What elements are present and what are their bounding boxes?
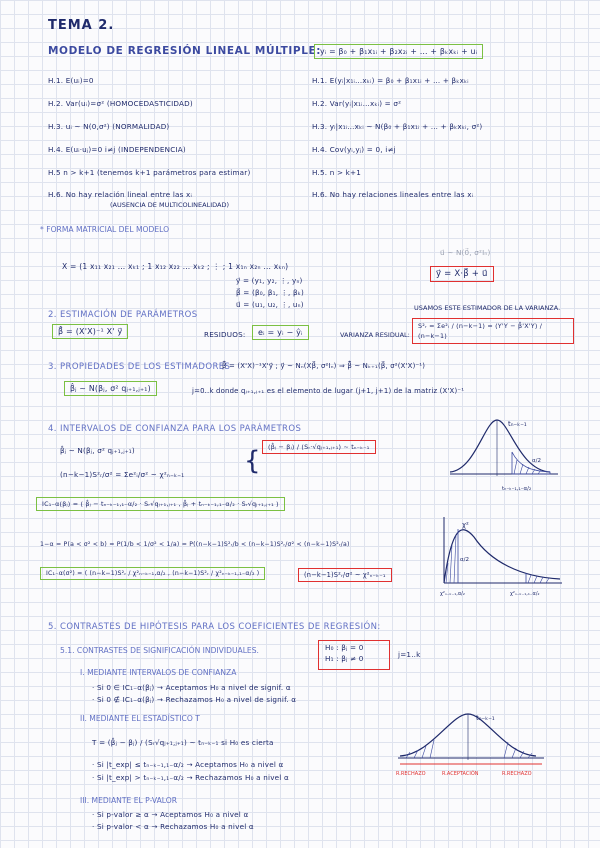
u-distribution: u⃗ ~ N(0⃗, σ²Iₙ) bbox=[440, 248, 491, 257]
t-statistic-test: T = (β̂ⱼ − βⱼ) / (Sᵣ√qⱼ₊₁,ⱼ₊₁) ~ tₙ₋ₖ₋₁ si H₀ es cierta bbox=[92, 738, 274, 747]
hyp-left-4: H.4. E(uᵢ·uⱼ)=0 i≠j (INDEPENDENCIA) bbox=[48, 145, 186, 154]
chi-curve-label: χ² bbox=[462, 521, 469, 529]
method-III-heading: III. MEDIANTE EL P-VALOR bbox=[80, 796, 177, 805]
vector-u: u⃗ = (u₁, u₂, ⋮, uₙ) bbox=[236, 300, 304, 309]
h0: H₀ : βⱼ = 0 bbox=[325, 643, 364, 652]
model-equation: yᵢ = β₀ + β₁x₁ᵢ + β₂x₂ᵢ + … + βₖxₖᵢ + uᵢ bbox=[314, 44, 483, 59]
matrix-X: X = (1 x₁₁ x₂₁ … xₖ₁ ; 1 x₁₂ x₂₂ … xₖ₂ ; ⋮ ; 1 x₁ₙ x₂ₙ … xₖₙ) bbox=[62, 262, 289, 271]
t-tail-label: α/2 bbox=[532, 458, 541, 464]
t-statistic-box: (β̂ⱼ − βⱼ) / (Sᵣ·√qⱼ₊₁,ⱼ₊₁) ~ tₙ₋ₖ₋₁ bbox=[262, 440, 376, 454]
test-curve-label: tₙ₋ₖ₋₁ bbox=[476, 714, 495, 722]
ic-sigma-box: IC₁₋α(σ²) = ( (n−k−1)S²ᵣ / χ²ₙ₋ₖ₋₁,α/₂ , (n−k−1)S²ᵣ / χ²ₙ₋ₖ₋₁,₁₋α/₂ ) bbox=[40, 567, 265, 580]
varianza-label: VARIANZA RESIDUAL: bbox=[340, 331, 410, 339]
ic-beta-box: IC₁₋α(βⱼ) = ( β̂ⱼ − tₙ₋ₖ₋₁,₁₋α/₂ · Sᵣ√qⱼ₊₁,ⱼ₊₁ , β̂ⱼ + tₙ₋ₖ₋₁,₁₋α/₂ · Sᵣ√qⱼ₊₁,ⱼ₊₁ ) bbox=[36, 497, 285, 511]
hyp-right-4: H.4. Cov(yᵢ,yⱼ) = 0, i≠j bbox=[312, 145, 396, 154]
hyp-left-2: H.2. Var(uᵢ)=σ² (HOMOCEDASTICIDAD) bbox=[48, 99, 193, 108]
chi-relation-box: (n−k−1)S²ᵣ/σ² ~ χ²ₙ₋ₖ₋₁ bbox=[298, 568, 392, 582]
section-3-equation: β̂⃗ = (X'X)⁻¹X'y⃗ ; y⃗ ~ Nₙ(Xβ⃗, σ²Iₙ) ⇒ β̂⃗ ~ Nₖ₊₁(β⃗, σ²(X'X)⁻¹) bbox=[222, 362, 426, 370]
page-title: TEMA 2. bbox=[48, 18, 115, 33]
accept-label: R.ACEPTACIÓN bbox=[442, 771, 479, 777]
reject-right-label: R.RECHAZO bbox=[502, 771, 532, 777]
hyp-right-5: H.5. n > k+1 bbox=[312, 168, 362, 177]
hyp-right-6: H.6. No hay relaciones lineales entre las xᵢ bbox=[312, 190, 474, 199]
h1: H₁ : βⱼ ≠ 0 bbox=[325, 654, 364, 663]
hyp-right-1: H.1. E(yᵢ|x₁ᵢ…xₖᵢ) = β₀ + β₁x₁ᵢ + … + βₖxₖᵢ bbox=[312, 76, 469, 85]
method-I-reject: · Si 0 ∉ IC₁₋α(βⱼ) → Rechazamos H₀ a nivel de signif. α bbox=[92, 695, 297, 704]
method-I-accept: · Si 0 ∈ IC₁₋α(βⱼ) → Aceptamos H₀ a nivel de signif. α bbox=[92, 683, 291, 692]
beta-j-distribution-box: β̂ⱼ ~ N(βⱼ, σ² qⱼ₊₁,ⱼ₊₁) bbox=[64, 381, 157, 396]
probability-equation: 1−α = P(a < σ² < b) = P(1/b < 1/σ² < 1/a) = P((n−k−1)S²ᵣ/b < (n−k−1)S²ᵣ/σ² < (n−k−1)S²ᵣ/a) bbox=[40, 541, 350, 548]
method-II-accept: · Si |t_exp| ≤ tₙ₋ₖ₋₁,₁₋α/₂ → Aceptamos H₀ a nivel α bbox=[92, 760, 284, 769]
section-3-heading: 3. PROPIEDADES DE LOS ESTIMADORES bbox=[48, 362, 231, 372]
chi-square-relation: (n−k−1)S²ᵣ/σ² = Σe²ᵢ/σ² ~ χ²ₙ₋ₖ₋₁ bbox=[60, 470, 185, 479]
variance-note: USAMOS ESTE ESTIMADOR DE LA VARIANZA. bbox=[414, 304, 561, 312]
beta-hat-box: β̂⃗ = (X'X)⁻¹ X' y⃗ bbox=[52, 324, 128, 339]
hyp-left-1: H.1. E(uᵢ)=0 bbox=[48, 76, 94, 85]
model-heading: MODELO DE REGRESIÓN LINEAL MÚLTIPLE: bbox=[48, 45, 322, 57]
chi-x2-label: χ²ₙ₋ₖ₋₁,₁₋α/₂ bbox=[510, 591, 540, 597]
method-III-reject: · Si p-valor < α → Rechazamos H₀ a nivel α bbox=[92, 822, 254, 831]
beta-j-normal: β̂ⱼ ~ N(βⱼ, σ² qⱼ₊₁,ⱼ₊₁) bbox=[60, 446, 135, 455]
chi-tail-label: α/2 bbox=[460, 557, 469, 563]
t-curve-label: tₙ₋ₖ₋₁ bbox=[508, 420, 527, 428]
section-4-heading: 4. INTERVALOS DE CONFIANZA PARA LOS PARÁMETROS bbox=[48, 424, 302, 434]
hyp-right-2: H.2. Var(yᵢ|x₁ᵢ…xₖᵢ) = σ² bbox=[312, 99, 402, 108]
hyp-left-6: H.6. No hay relación lineal entre las xᵢ bbox=[48, 190, 192, 199]
brace: { bbox=[244, 446, 261, 476]
hyp-left-3: H.3. uᵢ ~ N(0,σ²) (NORMALIDAD) bbox=[48, 122, 170, 131]
method-I-heading: I. MEDIANTE INTERVALOS DE CONFIANZA bbox=[80, 668, 237, 677]
section-2-heading: 2. ESTIMACIÓN DE PARÁMETROS bbox=[48, 310, 198, 320]
hypothesis-box bbox=[318, 640, 390, 670]
vector-y: y⃗ = (y₁, y₂, ⋮, yₙ) bbox=[236, 276, 303, 285]
t-curve bbox=[450, 420, 550, 472]
method-II-reject: · Si |t_exp| > tₙ₋ₖ₋₁,₁₋α/₂ → Rechazamos H₀ a nivel α bbox=[92, 773, 289, 782]
j-range: j=1..k bbox=[398, 650, 421, 659]
chi-x1-label: χ²ₙ₋ₖ₋₁,α/₂ bbox=[440, 591, 465, 597]
test-regions-graph bbox=[396, 708, 546, 788]
matrix-form-label: * FORMA MATRICIAL DEL MODELO bbox=[40, 225, 170, 234]
residuos-label: RESIDUOS: bbox=[204, 330, 246, 339]
hyp-right-3: H.3. yᵢ|x₁ᵢ…xₖᵢ ~ N(β₀ + β₁x₁ᵢ + … + βₖxₖᵢ, σ²) bbox=[312, 122, 483, 131]
hyp-left-6-note: (AUSENCIA DE MULTICOLINEALIDAD) bbox=[110, 201, 229, 209]
t-axis-label: tₙ₋ₖ₋₁,₁₋α/₂ bbox=[502, 486, 532, 492]
varianza-box: S²ᵣ = Σe²ᵢ / (n−k−1) = (Y'Y − β̂'X'Y) / (n−k−1) bbox=[412, 318, 574, 344]
section-3-description: j=0..k donde qⱼ₊₁,ⱼ₊₁ es el elemento de lugar (j+1, j+1) de la matriz (X'X)⁻¹ bbox=[192, 387, 465, 395]
method-II-heading: II. MEDIANTE EL ESTADÍSTICO T bbox=[80, 714, 200, 723]
chi-square-graph bbox=[440, 515, 565, 610]
reject-left-label: R.RECHAZO bbox=[396, 771, 426, 777]
vector-beta: β⃗ = (β₀, β₁, ⋮, βₖ) bbox=[236, 288, 305, 297]
model-matrix-box: y⃗ = X·β⃗ + u⃗ bbox=[430, 266, 494, 282]
t-distribution-graph bbox=[450, 412, 560, 502]
section-5-1-heading: 5.1. CONTRASTES DE SIGNIFICACIÓN INDIVIDUALES. bbox=[60, 646, 259, 655]
section-5-heading: 5. CONTRASTES DE HIPÓTESIS PARA LOS COEFICIENTES DE REGRESIÓN: bbox=[48, 622, 381, 632]
hyp-left-5: H.5 n > k+1 (tenemos k+1 parámetros para estimar) bbox=[48, 168, 251, 177]
residuos-box: eᵢ = yᵢ − ŷᵢ bbox=[252, 325, 309, 340]
method-III-accept: · Si p-valor ≥ α → Aceptamos H₀ a nivel α bbox=[92, 810, 249, 819]
